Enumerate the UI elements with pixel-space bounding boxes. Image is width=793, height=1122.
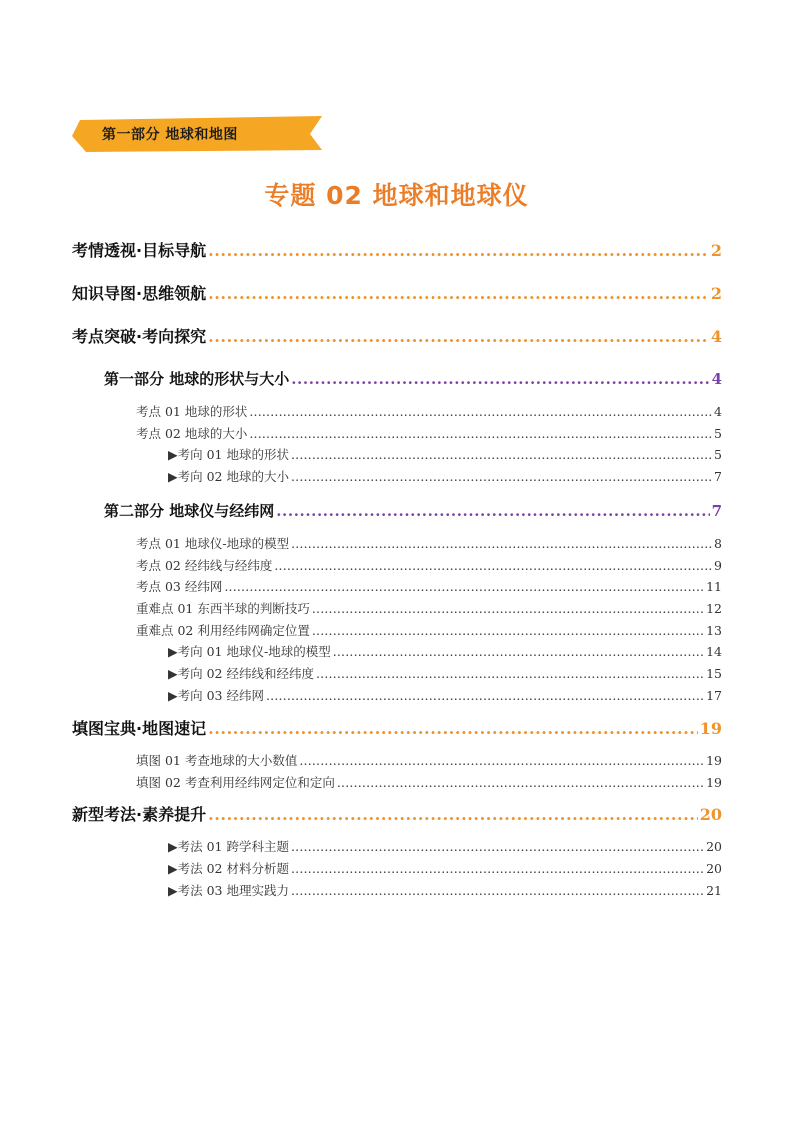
toc-entry-label: ▶考法 02 材料分析题 — [168, 861, 289, 876]
toc-entry[interactable] — [72, 716, 722, 739]
toc-entry-page: 5 — [714, 447, 722, 462]
part-banner — [72, 116, 324, 152]
toc-leader — [291, 447, 712, 462]
toc-entry-page: 7 — [711, 502, 722, 520]
toc-entry[interactable] — [168, 837, 722, 855]
toc-entry[interactable] — [104, 368, 722, 389]
toc-leader — [208, 805, 698, 824]
toc-entry-label: ▶考向 01 地球的形状 — [168, 447, 289, 462]
toc-leader — [291, 469, 712, 484]
toc-leader — [276, 502, 709, 520]
toc-entry-label: 考点 01 地球仪-地球的模型 — [136, 536, 290, 551]
toc-leader — [208, 241, 709, 260]
toc-leader — [299, 753, 704, 768]
toc-entry[interactable] — [72, 324, 722, 347]
toc-entry-page: 12 — [706, 601, 722, 616]
toc-entry[interactable] — [136, 751, 722, 769]
toc-entry[interactable] — [136, 424, 722, 442]
toc-entry-label: 第二部分 地球仪与经纬网 — [104, 502, 275, 520]
toc-entry-label: 填图 02 考查利用经纬网定位和定向 — [136, 775, 335, 790]
toc-entry[interactable] — [72, 802, 722, 825]
toc-leader — [224, 579, 704, 594]
toc-entry-label: ▶考法 03 地理实践力 — [168, 883, 289, 898]
toc-entry-label: ▶考向 01 地球仪-地球的模型 — [168, 644, 331, 659]
toc-leader — [249, 426, 712, 441]
toc-entry-label: 重难点 01 东西半球的判断技巧 — [136, 601, 310, 616]
toc-entry-page: 5 — [714, 426, 722, 441]
toc-entry-label: 考点 03 经纬网 — [136, 579, 223, 594]
toc-entry-page: 4 — [710, 327, 722, 346]
toc-leader — [208, 284, 709, 303]
toc-entry[interactable] — [168, 859, 722, 877]
toc-leader — [291, 370, 709, 388]
toc-entry-page: 21 — [706, 883, 722, 898]
toc-leader — [333, 644, 704, 659]
toc-leader — [208, 719, 698, 738]
toc-entry[interactable] — [136, 773, 722, 791]
toc-entry[interactable] — [168, 664, 722, 682]
toc-entry-label: 考情透视·目标导航 — [72, 241, 207, 260]
toc-entry-label: ▶考向 03 经纬网 — [168, 688, 264, 703]
toc-entry[interactable] — [136, 534, 722, 552]
toc-leader — [316, 666, 704, 681]
toc-entry-label: 考点 02 地球的大小 — [136, 426, 248, 441]
toc-entry-page: 9 — [714, 558, 722, 573]
toc-entry-page: 4 — [711, 370, 722, 388]
toc-entry[interactable] — [168, 881, 722, 899]
toc-entry-page: 20 — [706, 839, 722, 854]
toc-entry-label: ▶考向 02 地球的大小 — [168, 469, 289, 484]
toc-entry[interactable] — [104, 500, 722, 521]
toc-leader — [266, 688, 704, 703]
toc-leader — [291, 861, 704, 876]
toc-leader — [274, 558, 712, 573]
toc-entry-page: 2 — [710, 241, 722, 260]
toc-entry-page: 17 — [706, 688, 722, 703]
toc-entry-page: 8 — [714, 536, 722, 551]
toc-entry-label: 第一部分 地球的形状与大小 — [104, 370, 290, 388]
toc-entry-label: 重难点 02 利用经纬网确定位置 — [136, 623, 310, 638]
toc-entry[interactable] — [72, 281, 722, 304]
toc-entry[interactable] — [72, 238, 722, 261]
page-title: 专题 02 地球和地球仪 — [264, 181, 529, 210]
toc-entry[interactable] — [168, 467, 722, 485]
toc-leader — [337, 775, 704, 790]
toc-entry-page: 13 — [706, 623, 722, 638]
toc-entry[interactable] — [136, 556, 722, 574]
banner-label: 第一部分 地球和地图 — [102, 127, 238, 143]
toc-entry[interactable] — [136, 402, 722, 420]
toc-leader — [291, 839, 704, 854]
toc-entry-page: 20 — [699, 805, 722, 824]
toc-entry-page: 4 — [714, 404, 722, 419]
toc-entry-page: 19 — [706, 775, 722, 790]
toc-entry-page: 15 — [706, 666, 722, 681]
toc-entry-page: 19 — [706, 753, 722, 768]
toc-entry-page: 7 — [714, 469, 722, 484]
toc-entry-label: 知识导图·思维领航 — [72, 284, 207, 303]
toc-entry-label: ▶考法 01 跨学科主题 — [168, 839, 289, 854]
toc-entry[interactable] — [168, 642, 722, 660]
toc-entry[interactable] — [168, 445, 722, 463]
toc-entry[interactable] — [136, 577, 722, 595]
toc-entry-label: 填图宝典·地图速记 — [72, 719, 207, 738]
toc-entry-page: 2 — [710, 284, 722, 303]
toc-entry-label: 新型考法·素养提升 — [72, 805, 207, 824]
toc-entry-page: 19 — [699, 719, 722, 738]
toc-leader — [208, 327, 709, 346]
toc-entry-page: 14 — [706, 644, 722, 659]
toc-entry-page: 11 — [706, 579, 722, 594]
toc-entry-label: 考点突破·考向探究 — [72, 327, 207, 346]
toc-entry-label: ▶考向 02 经纬线和经纬度 — [168, 666, 314, 681]
toc-entry-label: 考点 01 地球的形状 — [136, 404, 248, 419]
toc-entry[interactable] — [136, 599, 722, 617]
toc-leader — [291, 536, 712, 551]
toc-leader — [312, 601, 704, 616]
toc-entry[interactable] — [168, 686, 722, 704]
toc-entry-page: 20 — [706, 861, 722, 876]
toc-leader — [291, 883, 704, 898]
toc-entry-label: 考点 02 经纬线与经纬度 — [136, 558, 273, 573]
toc-entry-label: 填图 01 考查地球的大小数值 — [136, 753, 298, 768]
toc-entry[interactable] — [136, 621, 722, 639]
toc-leader — [312, 623, 704, 638]
toc-leader — [249, 404, 712, 419]
